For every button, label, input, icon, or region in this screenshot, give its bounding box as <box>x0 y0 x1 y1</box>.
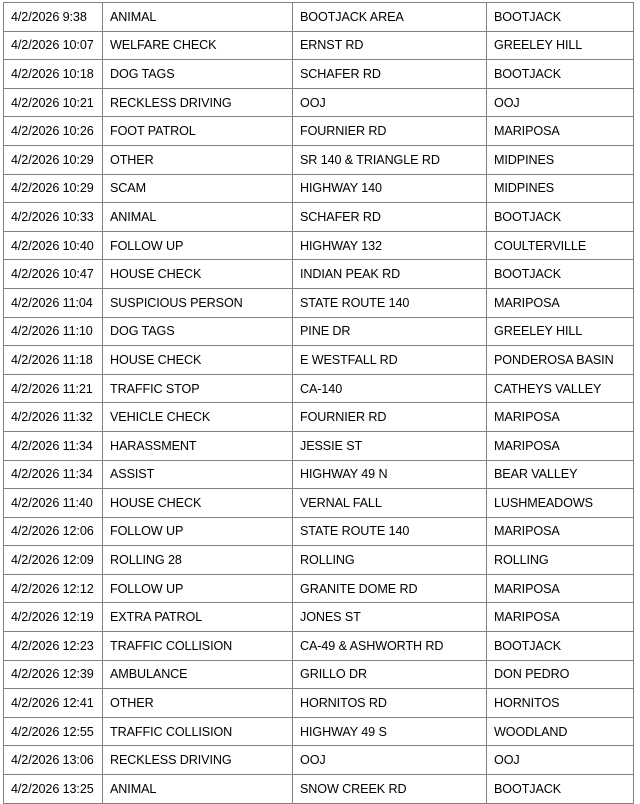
cell-location: SR 140 & TRIANGLE RD <box>293 145 487 174</box>
cell-call-type: RECKLESS DRIVING <box>103 88 293 117</box>
cell-area: BOOTJACK <box>487 775 634 804</box>
cell-area: MARIPOSA <box>487 431 634 460</box>
cell-datetime: 4/2/2026 11:34 <box>4 460 103 489</box>
cell-datetime: 4/2/2026 12:41 <box>4 689 103 718</box>
table-row <box>4 489 634 518</box>
cell-call-type: RECKLESS DRIVING <box>103 746 293 775</box>
table-row <box>4 717 634 746</box>
cell-location: ERNST RD <box>293 31 487 60</box>
cell-area: MARIPOSA <box>487 517 634 546</box>
cell-call-type: HARASSMENT <box>103 431 293 460</box>
cell-call-type: AMBULANCE <box>103 660 293 689</box>
table-row <box>4 632 634 661</box>
cell-datetime: 4/2/2026 10:29 <box>4 174 103 203</box>
cell-location: PINE DR <box>293 317 487 346</box>
cell-location: JESSIE ST <box>293 431 487 460</box>
table-row <box>4 117 634 146</box>
cell-datetime: 4/2/2026 12:23 <box>4 632 103 661</box>
cell-area: DON PEDRO <box>487 660 634 689</box>
call-log-table-container <box>3 2 633 804</box>
table-row <box>4 546 634 575</box>
cell-datetime: 4/2/2026 10:21 <box>4 88 103 117</box>
table-row <box>4 31 634 60</box>
cell-call-type: VEHICLE CHECK <box>103 403 293 432</box>
table-row <box>4 317 634 346</box>
table-row <box>4 603 634 632</box>
cell-datetime: 4/2/2026 10:18 <box>4 60 103 89</box>
table-row <box>4 174 634 203</box>
table-row <box>4 3 634 32</box>
table-row <box>4 689 634 718</box>
cell-datetime: 4/2/2026 10:40 <box>4 231 103 260</box>
cell-datetime: 4/2/2026 12:19 <box>4 603 103 632</box>
cell-call-type: TRAFFIC COLLISION <box>103 632 293 661</box>
cell-call-type: FOOT PATROL <box>103 117 293 146</box>
cell-area: OOJ <box>487 88 634 117</box>
cell-datetime: 4/2/2026 11:32 <box>4 403 103 432</box>
table-row <box>4 374 634 403</box>
cell-datetime: 4/2/2026 12:09 <box>4 546 103 575</box>
cell-datetime: 4/2/2026 11:34 <box>4 431 103 460</box>
call-log-table <box>3 2 634 804</box>
cell-call-type: WELFARE CHECK <box>103 31 293 60</box>
table-row <box>4 460 634 489</box>
cell-call-type: FOLLOW UP <box>103 517 293 546</box>
table-row <box>4 660 634 689</box>
cell-datetime: 4/2/2026 11:10 <box>4 317 103 346</box>
table-row <box>4 775 634 804</box>
cell-datetime: 4/2/2026 9:38 <box>4 3 103 32</box>
table-row <box>4 431 634 460</box>
cell-call-type: FOLLOW UP <box>103 231 293 260</box>
cell-area: WOODLAND <box>487 717 634 746</box>
cell-area: MIDPINES <box>487 145 634 174</box>
cell-datetime: 4/2/2026 12:55 <box>4 717 103 746</box>
cell-location: HIGHWAY 49 S <box>293 717 487 746</box>
cell-datetime: 4/2/2026 11:40 <box>4 489 103 518</box>
cell-location: FOURNIER RD <box>293 117 487 146</box>
cell-call-type: SUSPICIOUS PERSON <box>103 288 293 317</box>
table-row <box>4 574 634 603</box>
cell-datetime: 4/2/2026 10:26 <box>4 117 103 146</box>
cell-call-type: TRAFFIC STOP <box>103 374 293 403</box>
cell-location: HIGHWAY 132 <box>293 231 487 260</box>
table-row <box>4 231 634 260</box>
cell-area: PONDEROSA BASIN <box>487 346 634 375</box>
table-row <box>4 517 634 546</box>
cell-area: HORNITOS <box>487 689 634 718</box>
cell-datetime: 4/2/2026 13:25 <box>4 775 103 804</box>
cell-datetime: 4/2/2026 12:06 <box>4 517 103 546</box>
call-log-body <box>4 3 634 804</box>
cell-area: BOOTJACK <box>487 632 634 661</box>
cell-area: MARIPOSA <box>487 603 634 632</box>
cell-location: OOJ <box>293 88 487 117</box>
cell-area: MARIPOSA <box>487 117 634 146</box>
cell-call-type: HOUSE CHECK <box>103 489 293 518</box>
cell-call-type: ROLLING 28 <box>103 546 293 575</box>
cell-location: HIGHWAY 140 <box>293 174 487 203</box>
cell-area: BOOTJACK <box>487 3 634 32</box>
cell-area: CATHEYS VALLEY <box>487 374 634 403</box>
cell-call-type: ANIMAL <box>103 203 293 232</box>
cell-area: MIDPINES <box>487 174 634 203</box>
cell-location: GRILLO DR <box>293 660 487 689</box>
cell-datetime: 4/2/2026 11:18 <box>4 346 103 375</box>
cell-area: MARIPOSA <box>487 403 634 432</box>
cell-call-type: EXTRA PATROL <box>103 603 293 632</box>
cell-call-type: ANIMAL <box>103 775 293 804</box>
table-row <box>4 203 634 232</box>
cell-datetime: 4/2/2026 11:21 <box>4 374 103 403</box>
cell-area: BOOTJACK <box>487 203 634 232</box>
table-row <box>4 288 634 317</box>
table-row <box>4 60 634 89</box>
cell-location: CA-49 & ASHWORTH RD <box>293 632 487 661</box>
cell-area: LUSHMEADOWS <box>487 489 634 518</box>
table-row <box>4 346 634 375</box>
cell-call-type: OTHER <box>103 689 293 718</box>
cell-location: HORNITOS RD <box>293 689 487 718</box>
cell-datetime: 4/2/2026 12:39 <box>4 660 103 689</box>
cell-area: BOOTJACK <box>487 260 634 289</box>
cell-location: HIGHWAY 49 N <box>293 460 487 489</box>
cell-area: COULTERVILLE <box>487 231 634 260</box>
cell-location: SCHAFER RD <box>293 60 487 89</box>
cell-datetime: 4/2/2026 12:12 <box>4 574 103 603</box>
cell-call-type: ASSIST <box>103 460 293 489</box>
cell-area: MARIPOSA <box>487 288 634 317</box>
cell-datetime: 4/2/2026 10:33 <box>4 203 103 232</box>
cell-area: GREELEY HILL <box>487 31 634 60</box>
cell-area: GREELEY HILL <box>487 317 634 346</box>
cell-datetime: 4/2/2026 10:07 <box>4 31 103 60</box>
cell-location: STATE ROUTE 140 <box>293 288 487 317</box>
cell-call-type: TRAFFIC COLLISION <box>103 717 293 746</box>
cell-call-type: DOG TAGS <box>103 317 293 346</box>
table-row <box>4 145 634 174</box>
cell-location: VERNAL FALL <box>293 489 487 518</box>
cell-datetime: 4/2/2026 11:04 <box>4 288 103 317</box>
cell-location: CA-140 <box>293 374 487 403</box>
cell-area: BOOTJACK <box>487 60 634 89</box>
cell-call-type: OTHER <box>103 145 293 174</box>
cell-datetime: 4/2/2026 10:47 <box>4 260 103 289</box>
cell-area: MARIPOSA <box>487 574 634 603</box>
cell-area: BEAR VALLEY <box>487 460 634 489</box>
cell-location: SCHAFER RD <box>293 203 487 232</box>
cell-call-type: HOUSE CHECK <box>103 260 293 289</box>
cell-location: SNOW CREEK RD <box>293 775 487 804</box>
table-row <box>4 260 634 289</box>
cell-location: E WESTFALL RD <box>293 346 487 375</box>
cell-location: BOOTJACK AREA <box>293 3 487 32</box>
cell-call-type: FOLLOW UP <box>103 574 293 603</box>
table-row <box>4 88 634 117</box>
cell-call-type: SCAM <box>103 174 293 203</box>
cell-location: OOJ <box>293 746 487 775</box>
cell-area: OOJ <box>487 746 634 775</box>
cell-location: ROLLING <box>293 546 487 575</box>
cell-call-type: DOG TAGS <box>103 60 293 89</box>
table-row <box>4 403 634 432</box>
cell-call-type: HOUSE CHECK <box>103 346 293 375</box>
cell-datetime: 4/2/2026 10:29 <box>4 145 103 174</box>
cell-location: INDIAN PEAK RD <box>293 260 487 289</box>
cell-location: FOURNIER RD <box>293 403 487 432</box>
table-row <box>4 746 634 775</box>
cell-location: STATE ROUTE 140 <box>293 517 487 546</box>
cell-area: ROLLING <box>487 546 634 575</box>
cell-location: JONES ST <box>293 603 487 632</box>
cell-call-type: ANIMAL <box>103 3 293 32</box>
cell-location: GRANITE DOME RD <box>293 574 487 603</box>
cell-datetime: 4/2/2026 13:06 <box>4 746 103 775</box>
